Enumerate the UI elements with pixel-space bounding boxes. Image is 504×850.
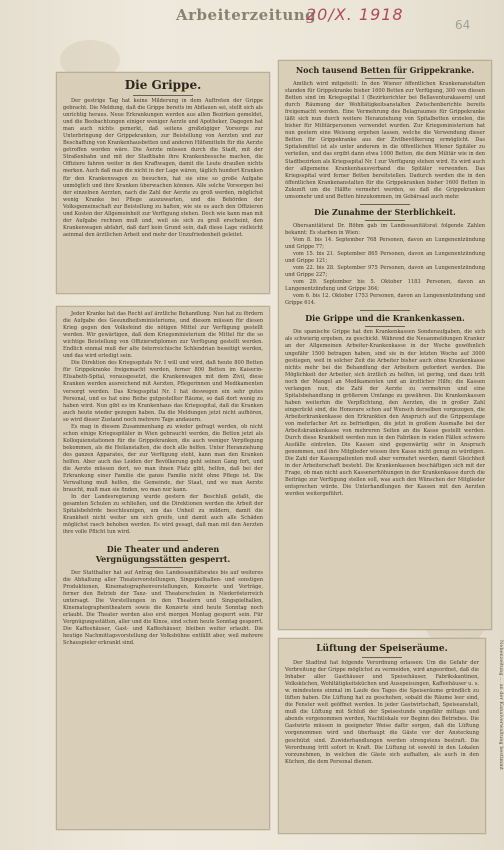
clipping-paragraph: Amtlich wird mitgeteilt: In den Wiener öffentlichen Krankenanstalten standen für Grippekranke bisher 1600 Betten zur Verfügung, 300 von diesen Betten sind im Kriegsspital I (Bezirksrichter bei Bellaventurakasern) und durch Räumung der Wohltätigkeitsanstalten Zwischenberichte bereits freigemacht worden. Eine Vermehrung des Belagraumes für Grippekranke läßt sich nun durch weitere Heranziehung von Spitalbetten erzielen, die bisher für Militärpersonen verwendet wurden. Zur Kriegsministerium hat nun gestern eine Weisung ergehen lassen, welche die Verwendung dieser Betten für Grippekranke aus der Zivilbevölkerung ermöglicht. Das Spitalsmittel ist als unter anderem in die öffentlichen Wiener Spitäler zu verteilen, und das ergibt dann etwa 1000 Betten, die dem Militär wie in den Stadtbezirken als Kriegsspital Nr. I zur Verfügung stehen wird. Es wird auch der allgemeine Krankenhausverband die Spitäler verwenden. Das Kriegsspital wird ferner Betten bereitstellen. Dadurch werden die in den öffentlichen Krankenanstalten für die Grippekranken bisher 1600 Betten in Zukunft um die Hälfte vermehrt werden, so daß die Grippekranken umsomehr und und Betten hinzukommen, im Gebärsaal auch mehr. bbox=[285, 81, 485, 200]
clipping-title: Noch tausend Betten für Grippekranke. bbox=[295, 65, 475, 75]
clipping-paragraph: Der gestrige Tag hat keine Milderung in dem Auftreten der Grippe gebracht. Die Meldung, daß die Grippe bereits im Abflauen sei, stellt sich als unrichtig heraus. Neue Erkrankungen werden aus allen Bezirken gemeldet, und die Beobachtungen einiger weniger Aerzte und Apotheker, Dagegen hat man auch nichts gemerkt, daß seitens großzügiger Vorsorge zur Unterbringung der Grippekranken, zur Beistellung von Aerzten und zur Beschaffung von Krankenhausbetten und anderen Hilfsmitteln für die Aerzte getroffen worden wäre. Die Aerzte müssen durch die Stadt, mit der Straßenbahn und mit der Stadtbahn ihre Krankenbesuche machen, die Offiziere fahren weiter in den Kraftwagen, damit die Leute draußen nichts merken. Auch daß man die nicht in der Lage wären, täglich hundert Kranken für den Krankenwagen zu besuchen, hat sie eine so große Aufgabe unmöglich und ihre Kranken überwachen können. Alle solche Vorsorgen bei der einzelnen Aerzten, nach die Zahl der Aerzte zu groß werden, möglichst wenig Kranke bei Pflege auszuwarten, und die Behörden der Volksgemeinschaft zur Beistellung zu halten, wie sie es auch den Offizieren und Kosten der Allgemeinheit zur Verfügung stehen. Doch wie kann man mit der Aufgabe rechnen muß und, weil sie sich zu groß erscheint, den Krankenwagen abfahrt, daß darf kein Grund sein, daß diese Lage vielleicht aeinmal den ärztlichen Arbeit und mehr der Unzufriedenheit geleitet. bbox=[63, 98, 263, 238]
clipping-tausend-betten bbox=[278, 60, 492, 630]
clipping-paragraph: Die Direktion des Kriegsspitals Nr. I will und wird, daß heute 800 Betten für Grippekranke freigemacht werden, ferner 800 Betten im Kaiserin-Elisabeth-Spital, vorausgesetzt, die Krankenwagen mit dem Zivil, diese Kranken werden ausreichend mit Aerzten, Pflegerinnen und Medikamenten versorgt werden. Das Kriegsspital Nr. I hat deswegen ein sehr gutes Personal, und es hat eine Reihe gutgestellter Räume, so daß dort wenig zu haben wird. Nun gibt es im Krankenhaus das Kriegsspital, daß die Kranken auch heute wieder gezogen haben. Da die Meldungen jetzt nicht aufhören, so wird dieser Zustand noch mehrere Tage andauern. bbox=[63, 360, 263, 423]
clipping-subtitle: Die Zunahme der Sterblichkeit. bbox=[314, 206, 456, 217]
clipping-paragraph: Die spanische Grippe hat den Krankenkassen Sonderaufgaben, die sich als schwierig ergeben, zu geschickt. Während die Neuanmeldungen Kranker an der Allgemeinen Arbeiter-Krankenkasse in der Woche gewöhnlich ungefähr 1500 betragen haben, sind sie in der letzten Woche auf 3000 gestiegen, weil in solcher Zeit die Arbeiter bisher auch ohne Krankenkasse nichts mehr bei die Behandlung der Arbeitern gefordert werden. Die Möglichkeit der Arbeiter, sich ärztlich zu helfen, ist gering, und dazu tritt noch der Mangel an Medikamenten und an ärztlicher Hilfe; die Kassen verlangen nun, die Zahl der Aerzte zu vermehren und eine Spitalsbehandlung in größerem Umfange zu gewähren. Die Krankenkassen haben weiterhin die Verpflichtung, den Aerzten, die in großer Zahl eingerückt sind, die Honorare schon auf Wunsch derselben vorgezogen, die Arbeiterkrankenkasse den Erkrankten den Anspruch auf die Grippezulage von mehrfacher Art zu befriedigen, die jetzt in großem Ausmaße bei der Arbeitskrankenkasse von mehreren Seiten an die Kasse gestellt werden. Durch diese Krankheit werden nun in den Fabriken in vielen Fällen schwere Ausfälle eintreten. Die Kassen sind gegenwärtig sehr in Anspruch genommen, und ihre Mitglieder wissen ihre Kasse nicht genug zu würdigen. Die Zahl der Kassenpatienten muß aber vermehrt werden, damit Gleichheit in der Arbeiterschaft besteht. Die Krankenkassen beschäftigen sich mit der Frage, ob man nicht auch Kassenerhöhungen in der Krankenkasse durch die Beiträge zur Verfügung stellen soll, was auch den Wünschen der Mitglieder entsprechen würde. Die Unterhandlungen der Kassen mit den Aerzten werden weitergeführt. bbox=[285, 329, 485, 498]
death-row: vom 29. September bis 5. Oktober 1183 Personen, davon an Lungenentzündung und Grippe 364; bbox=[285, 279, 485, 293]
newspaper-name: Arbeiterzeitung bbox=[176, 6, 317, 24]
page-mark: 64 bbox=[455, 18, 471, 32]
death-row: Vom 8. bis 14. September 768 Personen, davon an Lungenentzündung und Grippe 77; bbox=[285, 236, 485, 250]
clipping-paragraph: Der Statthalter hat auf Antrag des Landessanitätsrates bis auf weiteres die Abhaltung aller Theatervorstellungen, Singspielhallen- und sonstigen Produktionen, Kinematographenvorstellungen, Konzerte und Vorträge, ferner den Betrieb der Tanz- und Theaterschulen in Niederösterreich untersagt. Die Vorstellungen in den Theatern und Singspielhallen, Kinematographentheatern sowie die Konzerte sind heute Sonntag noch erlaubt. Die Theater werden also erst morgen Montag gesperrt sein. Für Vergnügungsstätten, aller und die Kinos, sind schon heute Sonntag gesperrt. Die Kaffeehäuser, Gast- und Kaffeehäuser, bleiben weiter erlaubt. Die heutige Nachmittagsvorstellung der Volksbühne entfällt aber, weil mehrere Schauspieler erkrankt sind. bbox=[63, 569, 263, 646]
clipping-die-grippe bbox=[56, 72, 270, 294]
clipping-paragraph: Der Stadtrat hat folgende Verordnung erlassen: Um die Gefahr der Verbreitung der Grippe möglichst zu vermeiden, wird angeordnet, daß die Inhaber aller Gasthäuser und Speisehäuser, Fabrikskantinen, Volksküchen, Wohltätigkeitsküchen und Ausspeisungen, Kaffeehäuser u. s. w. mindestens einmal im Laufe des Tages die Speiseräume gründlich zu lüften haben. Die Lüftung hat zu geschehen, sobald die Räume leer sind, die Fenster weit geöffnet werden. In jeder Gastwirtschaft, Speiseanstalt, muß die Lüftung mit Schluß der Speisestunde ungefähr mittags und abends vorgenommen werden, Nachtlokale vor Beginn des Betriebes. Die Gastwirte müssen in geeigneter Weise dafür sorgen, daß die Lüftung vorgenommen wird und überhaupt die Gäste vor der Ansteckung geschützt sind. Zuwiderhandlungen werden strengstens bestraft. Die Verordnung tritt sofort in Kraft. Die Lüftung ist sowohl in den Lokalen vorzunehmen, in welchen die Gäste sich aufhalten, als auch in den Küchen, die dem Personal dienen. bbox=[285, 660, 479, 765]
clipping-recht-auf-behandlung bbox=[56, 306, 270, 830]
clipping-subtitle: Die Grippe und die Krankenkassen. bbox=[305, 313, 465, 324]
clipping-paragraph: Obersanitätsrat Dr. Böhm gab im Landessanitätsrat folgende Zahlen bekannt: Es starben in Wien: bbox=[285, 222, 485, 236]
clipping-title: Lüftung der Speiseräume. bbox=[316, 644, 448, 654]
clipping-title: Die Grippe. bbox=[124, 78, 202, 92]
death-row: vom 6. bis 12. Oktober 1753 Personen, davon an Lungenentzündung und Grippe 614. bbox=[285, 293, 485, 307]
edge-note: Nebenzeitung ... an der Kanalverwaltung bestimmt bbox=[498, 640, 504, 771]
clipping-paragraph: In der Landesregierung wurde gestern der Beschluß gefaßt, die gesamten Schulen zu schließen, und die Direktionen werden die Arbeit der Spitalsbehörde beschleunigen, um das Unheil zu mildern, damit die Krankheit nicht weiter um sich greife, und damit auch alle Schäden möglichst rasch behoben werden. Es wird gesagt, daß man mit den Aerzten ihre volle Pflicht tun wird. bbox=[63, 494, 263, 536]
clipping-paragraph: Es mag in diesem Zusammenhang zu wieder gefragt werden, ob nicht schon einige Kriegsspitäler in Wien gebraucht werden, die Betten jetzt als Kolloquienstationen für die Grippekranken, die auch weniger Verpflegung bekommen, als die Heilanstalten, die doch alle helfen. Unter Heranziehung des ganzen Apparates, der zur Verfügung steht, kann man den Kranken helfen. Aber auch das Leiden der Bevölkerung geht seinen Gang fort, und die Aerzte müssen dort, wo man ihnen Platz gibt, helfen, daß bei der Erkrankung einer Familie die ganze Familie nicht ohne Pflege ist. Die Verwaltung muß helfen, die Gemeinde, der Staat, und wo man Aerzte braucht, muß man sie finden, wo man nur kann. bbox=[63, 423, 263, 494]
death-row: vom 22. bis 28. September 975 Personen, davon an Lungenentzündung und Grippe 227; bbox=[285, 265, 485, 279]
clipping-lueftung bbox=[278, 638, 486, 834]
clipping-subtitle: Die Theater und anderen Vergnügungsstätten gesperrt. bbox=[95, 543, 231, 564]
clipping-paragraph: Jeder Kranke hat das Recht auf ärztliche Behandlung. Nun hat zu fördern die Aufgabe des Gesundheitsministeriums, und diesem müssen für diesen Krieg gegen den Volksfeind die nötigen Mittel zur Verfügung gestellt werden. Wir gewärtigen, daß dem Kriegsministerium die Mittel für die so wichtige Beistellung von Offiziersdiplomen zur Verfügung gestellt werden. Endlich einmal muß der alte österreichische Schlendrian beseitigt werden, und das wird erledigt sein. bbox=[63, 311, 263, 360]
death-row: vom 15. bis 21. September 865 Personen, davon an Lungenentzündung und Grippe 121; bbox=[285, 250, 485, 265]
handwritten-date: 20/X. 1918 bbox=[306, 5, 404, 24]
